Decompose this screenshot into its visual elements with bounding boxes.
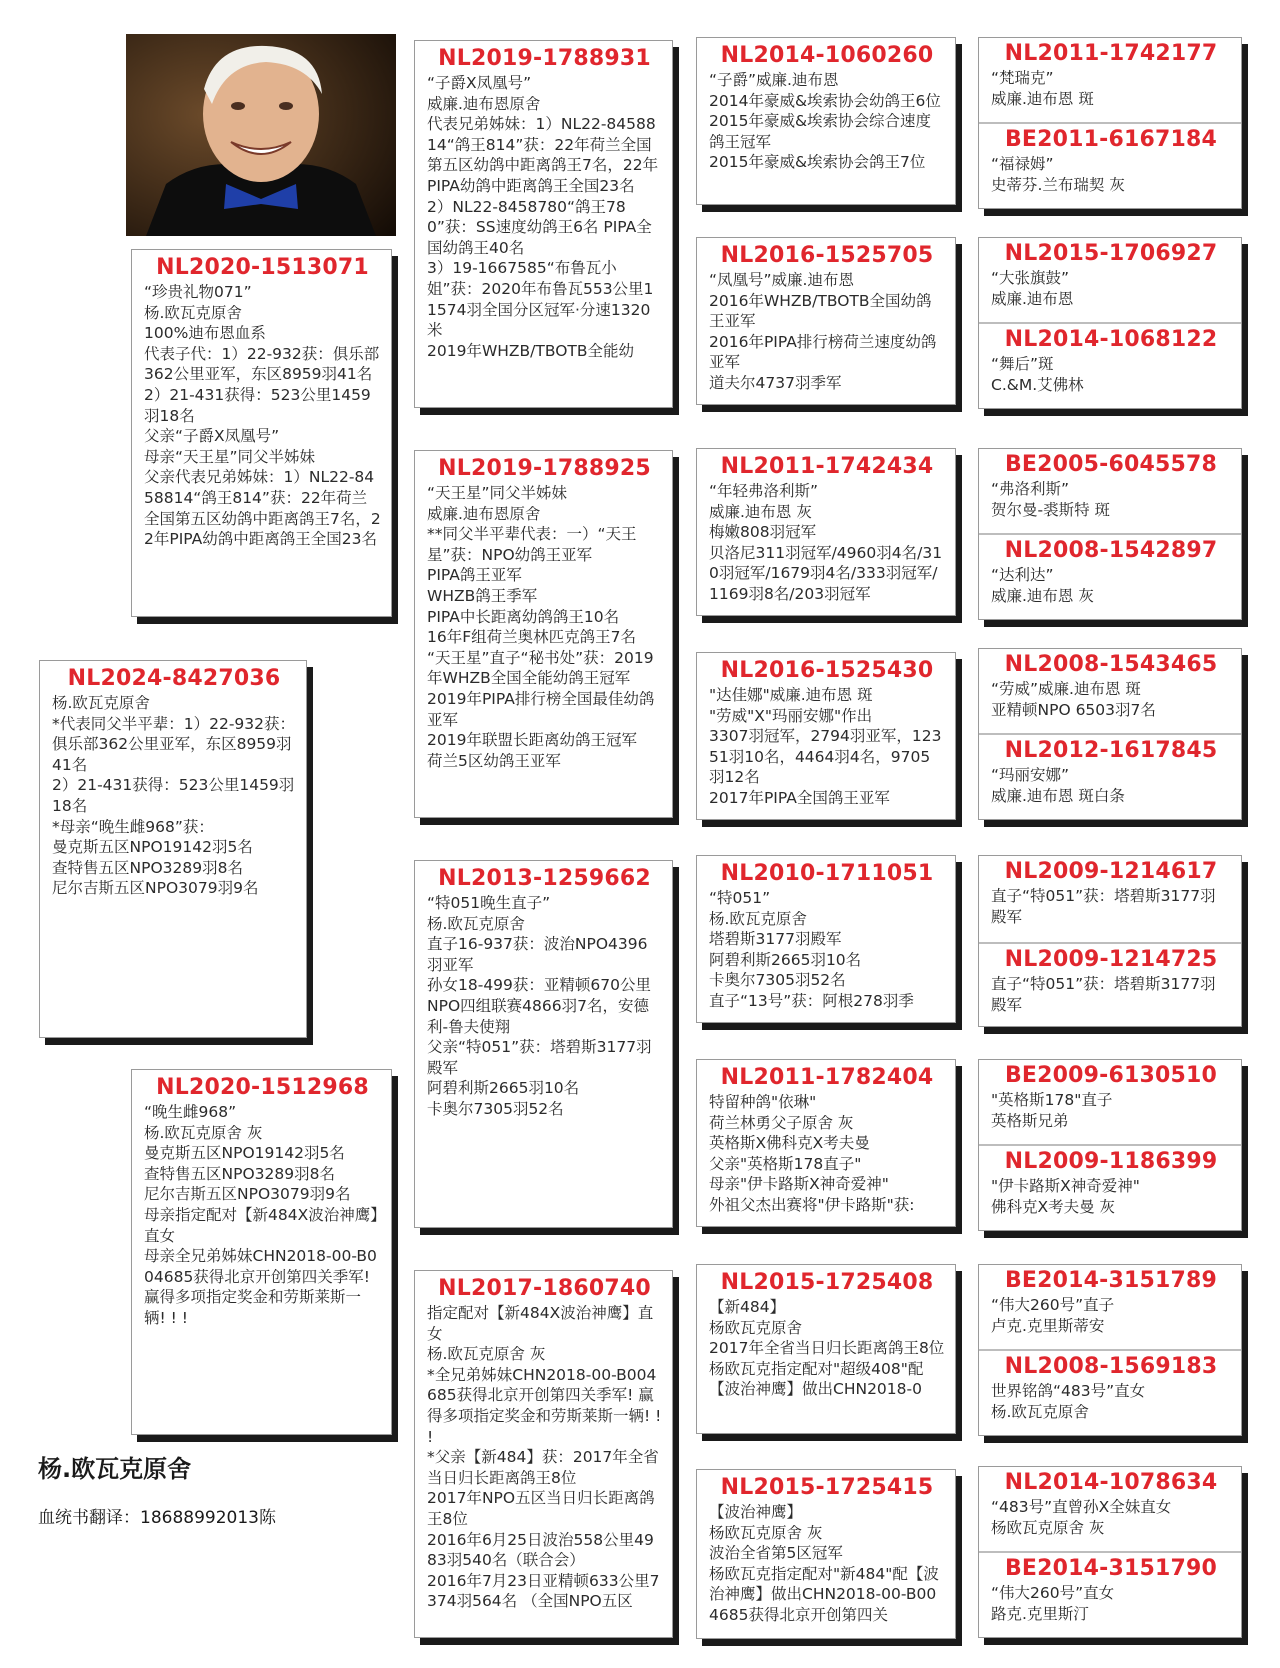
note-line: 威廉.迪布恩原舍 [427,504,541,523]
note-line: 梅嫩808羽冠军 [709,523,817,542]
note-line: “舞后”斑 [991,355,1054,373]
pedigree-notes [709,888,945,1012]
gggp-dam [979,1349,1241,1436]
note-line: WHZB鸽王季军 [427,586,538,605]
ring-number: NL2009-1214617 [1004,859,1218,884]
ring-number: BE2011-6167184 [1004,127,1218,152]
note-line: “伟大260号”直女 [991,1584,1115,1602]
note-line: 威廉.迪布恩原舍 [427,94,541,113]
note-line: 威廉.迪布恩 [991,289,1074,308]
gggp-pair-card [978,855,1242,1027]
ring-number: NL2019-1788925 [438,456,651,481]
note-line: "达佳娜"威廉.迪布恩 斑 [709,686,873,704]
ring-number: NL2009-1214725 [1004,947,1218,972]
gggp-pair-card [978,1264,1242,1436]
pedigree-notes [709,1502,945,1626]
great-grandparent-card [696,1059,956,1227]
note-line: “弗洛利斯” [991,480,1070,498]
ring-number: NL2008-1542897 [1004,538,1218,563]
note-line: 贺尔曼-裘斯特 斑 [991,500,1111,519]
great-grandparent-card [696,1264,956,1434]
note-line: 杨欧瓦克原舍 灰 [991,1518,1105,1537]
note-line: 孙女18-499获：亚精顿670公里NPO四组联赛4866羽7名，安德利-鲁夫使翔 [427,976,651,1036]
note-line: 阿碧利斯2665羽10名 [709,950,862,969]
note-line: PIPA中长距离幼鸽鸽王10名 [427,607,620,626]
note-line: 2015年豪威&埃索协会鸽王7位 [709,153,926,172]
ring-number: NL2014-1078634 [1004,1470,1218,1495]
note-line: “晚生雌968” [144,1103,237,1121]
gggp-sire [979,856,1241,940]
note-line: 卢克.克里斯蒂安 [991,1316,1105,1335]
great-grandparent-card [696,37,956,205]
note-line: 世界铭鸽“483号”直女 [991,1382,1146,1400]
ring-number: NL2020-1512968 [156,1075,369,1100]
great-grandparent-card [696,1469,956,1639]
ring-number: NL2016-1525705 [720,243,934,268]
grandparent-card [414,1270,673,1638]
gggp-sire [979,449,1241,531]
note-line: 3307羽冠军，2794羽亚军，12351羽10名，4464羽4名，9705羽12名 [709,727,942,787]
ring-number: NL2011-1742434 [720,454,934,479]
ring-number: NL2008-1543465 [1004,652,1218,677]
ring-number: NL2024-8427036 [67,666,281,691]
great-grandparent-card [696,855,956,1023]
ring-number: BE2005-6045578 [1004,452,1218,477]
portrait-image [126,34,396,236]
note-line: 卡奥尔7305羽52名 [427,1099,564,1118]
great-grandparent-card [696,237,956,405]
note-line: “天王星”直子“秘书处”获：2019年WHZB全国全能幼鸽王冠军 [427,648,654,688]
note-line: “特051晚生直子” [427,894,551,912]
note-line: 直子“13号”获：阿根278羽季 [709,991,914,1010]
pedigree-notes [427,1303,667,1612]
note-line: 尼尔吉斯五区NPO3079羽9名 [144,1185,351,1204]
pedigree-notes [52,693,296,899]
note-line: 威廉.迪布恩 斑 [991,89,1094,108]
ring-number: BE2014-3151790 [1004,1556,1218,1581]
note-line: 2014年豪威&埃索协会幼鸽王6位 [709,91,941,110]
great-grandparent-card [696,448,956,616]
gggp-sire [979,1060,1241,1142]
note-line: “珍贵礼物071” [144,283,252,301]
note-line: 曼克斯五区NPO19142羽5名 [52,838,253,857]
great-grandparent-card [696,652,956,820]
note-line: 代表兄弟姊妹：1）NL22-8458814“鸽王814”获：22年荷兰全国第五区幼鸽中距离鸽王7名，22年PIPA幼鸽中距离鸽王全国23名 [427,115,659,195]
note-line: 2016年WHZB/TBOTB全国幼鸽王亚军 [709,291,932,331]
note-line: 2016年7月23日亚精顿633公里7374羽564名 （全国NPO五区 [427,1571,660,1611]
note-line: 塔碧斯3177羽殿军 [709,930,842,949]
note-line: **同父半平辈代表：一）“天王星”获：NPO幼鸽王亚军 [427,525,637,564]
note-line: 父亲“子爵X凤凰号” [144,427,280,446]
note-line: “子爵”威廉.迪布恩 [709,71,839,89]
subject-card [39,660,307,1038]
note-line: 代表子代：1）22-932获：俱乐部362公里亚军，东区8959羽41名 [144,344,380,384]
ring-number: NL2015-1725408 [720,1270,934,1295]
dam-card [131,1069,392,1435]
note-line: “玛丽安娜” [991,766,1070,784]
note-line: “大张旗鼓” [991,269,1070,287]
note-line: “福禄姆” [991,155,1054,173]
note-line: 荷兰5区幼鸽王亚军 [427,751,561,770]
note-line: 母亲指定配对【新484X波治神鹰】直女 [144,1205,378,1245]
pedigree-notes [427,73,662,361]
gggp-sire [979,649,1241,731]
note-line: C.&M.艾佛林 [991,375,1084,394]
ring-number: NL2013-1259662 [438,866,651,891]
note-line: 2019年WHZB/TBOTB全能幼 [427,341,635,360]
note-line: 荷兰林勇父子原舍 灰 [709,1113,854,1132]
note-line: 佛科克X考夫曼 灰 [991,1197,1116,1216]
note-line: 3）19-1667585“布鲁瓦小姐”获：2020年布鲁瓦553公里11574羽全国分区冠军·分速1320米 [427,259,654,340]
ring-number: NL2010-1711051 [720,861,934,886]
gggp-sire [979,1265,1241,1347]
gggp-pair-card [978,237,1242,409]
pedigree-notes [144,282,381,550]
note-line: 【新484】 [709,1298,786,1316]
note-line: 直子16-937获：波治NPO4396羽亚军 [427,935,648,974]
note-line: 2）NL22-8458780“鸽王780”获：SS速度幼鸽王6名 PIPA全国幼鸽王40名 [427,197,652,257]
pedigree-notes [144,1102,381,1329]
note-line: 2019年联盟长距离幼鸽王冠军 [427,731,637,750]
note-line: 直子“特051”获：塔碧斯3177羽殿军 [991,887,1216,926]
note-line: 外祖父杰出赛将"伊卡路斯"获: [709,1195,915,1214]
note-line: 杨欧瓦克原舍 灰 [709,1523,823,1542]
note-line: 卡奥尔7305羽52名 [709,971,846,990]
note-line: 【波治神鹰】 [709,1503,803,1521]
note-line: 2）21-431获得：523公里1459羽18名 [52,776,295,815]
note-line: 2）21-431获得：523公里1459羽18名 [144,385,371,425]
note-line: 直子“特051”获：塔碧斯3177羽殿军 [991,975,1216,1014]
note-line: 贝洛尼311羽冠军/4960羽4名/310羽冠军/1679羽4名/333羽冠军/1169羽8名/203羽冠军 [709,543,943,603]
note-line: 16年F组荷兰奥林匹克鸽王7名 [427,628,637,647]
note-line: 杨.欧瓦克原舍 灰 [427,1345,546,1364]
translator-contact: 血统书翻译：18688992013陈 [38,1508,276,1528]
gggp-pair-card [978,1466,1242,1638]
gggp-dam [979,942,1241,1027]
note-line: 查特售五区NPO3289羽8名 [52,858,243,877]
note-line: *全兄弟姊妹CHN2018-00-B004685获得北京开创第四关季军! 赢得多项指定奖金和劳斯莱斯一辆! ! ! [427,1365,667,1446]
note-line: 威廉.迪布恩 灰 [991,586,1094,605]
ring-number: NL2008-1569183 [1004,1354,1218,1379]
note-line: 波治全省第5区冠军 [709,1544,843,1563]
ring-number: BE2014-3151789 [1004,1268,1218,1293]
note-line: 母亲全兄弟姊妹CHN2018-00-B004685获得北京开创第四关季军! 赢得多项指定奖金和劳斯莱斯一辆! ! ! [144,1247,377,1327]
ring-number: NL2016-1525430 [720,658,934,683]
note-line: 英格斯X佛科克X考夫曼 [709,1134,870,1153]
pedigree-notes [427,893,662,1120]
ring-number: NL2012-1617845 [1004,738,1218,763]
gggp-sire [979,1467,1241,1549]
ring-number: BE2009-6130510 [1004,1063,1218,1088]
note-line: "英格斯178"直子 [991,1091,1113,1109]
note-line: PIPA鸽王亚军 [427,566,522,585]
gggp-dam [979,1551,1241,1638]
gggp-dam [979,322,1241,409]
note-line: “特051” [709,889,771,907]
grandparent-card [414,450,673,818]
note-line: 2019年PIPA排行榜全国最佳幼鸽亚军 [427,689,655,729]
pedigree-notes [709,685,945,809]
ring-number: NL2014-1060260 [720,43,934,68]
pedigree-notes [709,481,945,605]
note-line: 曼克斯五区NPO19142羽5名 [144,1144,345,1163]
pedigree-notes [709,270,945,394]
note-line: 2017年全省当日归长距离鸽王8位 [709,1339,945,1358]
note-line: 特留种鸽"依琳" [709,1093,817,1111]
note-line: 史蒂芬.兰布瑞契 灰 [991,175,1125,194]
ring-number: NL2017-1860740 [438,1276,651,1301]
note-line: 杨.欧瓦克原舍 [427,914,525,933]
note-line: “劳威”威廉.迪布恩 斑 [991,680,1141,698]
note-line: 2016年PIPA排行榜荷兰速度幼鸽亚军 [709,332,937,372]
note-line: 2016年6月25日波治558公里4983羽540名（联合会） [427,1530,654,1570]
note-line: 道夫尔4737羽季军 [709,373,842,392]
sire-card [131,249,392,617]
ring-number: NL2011-1742177 [1004,41,1218,66]
note-line: 威廉.迪布恩 灰 [709,502,812,521]
note-line: “伟大260号”直子 [991,1296,1115,1314]
note-line: “483号”直曾孙X全妹直女 [991,1498,1172,1516]
note-line: 杨.欧瓦克原舍 [144,303,242,322]
ring-number: NL2019-1788931 [438,46,651,71]
note-line: 杨.欧瓦克原舍 [52,694,150,712]
note-line: 尼尔吉斯五区NPO3079羽9名 [52,879,259,898]
note-line: 父亲代表兄弟姊妹：1）NL22-8458814“鸽王814”获：22年荷兰全国第五区幼鸽中距离鸽王7名，22年PIPA幼鸽中距离鸽王全国23名 [144,468,381,549]
grandparent-card [414,860,673,1228]
note-line: 指定配对【新484X波治神鹰】直女 [427,1304,654,1343]
note-line: *代表同父半平辈：1）22-932获：俱乐部362公里亚军，东区8959羽41名 [52,714,296,774]
pedigree-notes [709,1092,945,1216]
gggp-sire [979,38,1241,120]
gggp-sire [979,238,1241,320]
breeder-photo [126,34,396,236]
note-line: 母亲"伊卡路斯X神奇爱神" [709,1175,889,1194]
note-line: 2017年PIPA全国鸽王亚军 [709,788,890,807]
gggp-dam [979,122,1241,209]
pedigree-notes [709,70,945,173]
note-line: “子爵X凤凰号” [427,74,532,92]
note-line: 父亲“特051”获：塔碧斯3177羽殿军 [427,1038,652,1077]
note-line: “凤凰号”威廉.迪布恩 [709,271,854,289]
gggp-pair-card [978,648,1242,820]
note-line: 亚精顿NPO 6503羽7名 [991,700,1156,719]
note-line: 阿碧利斯2665羽10名 [427,1079,580,1098]
note-line: 杨.欧瓦克原舍 [991,1402,1089,1421]
note-line: “年轻弗洛利斯” [709,482,819,500]
note-line: 2017年NPO五区当日归长距离鸽王8位 [427,1489,655,1528]
ring-number: NL2009-1186399 [1004,1149,1218,1174]
ring-number: NL2015-1725415 [720,1475,934,1500]
note-line: 父亲"英格斯178直子" [709,1154,862,1173]
note-line: 杨欧瓦克指定配对"新484"配【波治神鹰】做出CHN2018-00-B004685获得北京开创第四关 [709,1564,939,1624]
note-line: 100%迪布恩血系 [144,324,266,343]
note-line: “达利达” [991,566,1054,584]
ring-number: NL2020-1513071 [156,255,369,280]
note-line: "劳威"X"玛丽安娜"作出 [709,706,873,725]
gggp-dam [979,1144,1241,1231]
note-line: *母亲“晚生雌968”获： [52,817,214,836]
gggp-pair-card [978,37,1242,209]
loft-name: 杨.欧瓦克原舍 [38,1455,192,1483]
grandparent-card [414,40,673,408]
note-line: "伊卡路斯X神奇爱神" [991,1177,1140,1195]
note-line: *父亲【新484】获：2017年全省当日归长距离鸽王8位 [427,1448,659,1487]
note-line: 杨.欧瓦克原舍 灰 [144,1123,263,1142]
note-line: “天王星”同父半姊妹 [427,484,568,502]
note-line: 威廉.迪布恩 斑白条 [991,786,1125,805]
pedigree-notes [709,1297,945,1400]
note-line: 杨欧瓦克原舍 [709,1318,803,1337]
note-line: 杨.欧瓦克原舍 [709,909,807,928]
ring-number: NL2014-1068122 [1004,327,1218,352]
gggp-pair-card [978,448,1242,620]
note-line: “梵瑞克” [991,69,1054,87]
gggp-dam [979,733,1241,820]
pedigree-notes [427,483,662,771]
gggp-pair-card [978,1059,1242,1231]
gggp-dam [979,533,1241,620]
ring-number: NL2015-1706927 [1004,241,1218,266]
note-line: 查特售五区NPO3289羽8名 [144,1164,335,1183]
note-line: 杨欧瓦克指定配对"超级408"配【波治神鹰】做出CHN2018-0 [709,1359,924,1399]
note-line: 2015年豪威&埃索协会综合速度鸽王冠军 [709,112,932,151]
note-line: 英格斯兄弟 [991,1111,1069,1130]
ring-number: NL2011-1782404 [720,1065,934,1090]
note-line: 路克.克里斯汀 [991,1604,1089,1623]
note-line: 母亲“天王星”同父半姊妹 [144,447,316,466]
